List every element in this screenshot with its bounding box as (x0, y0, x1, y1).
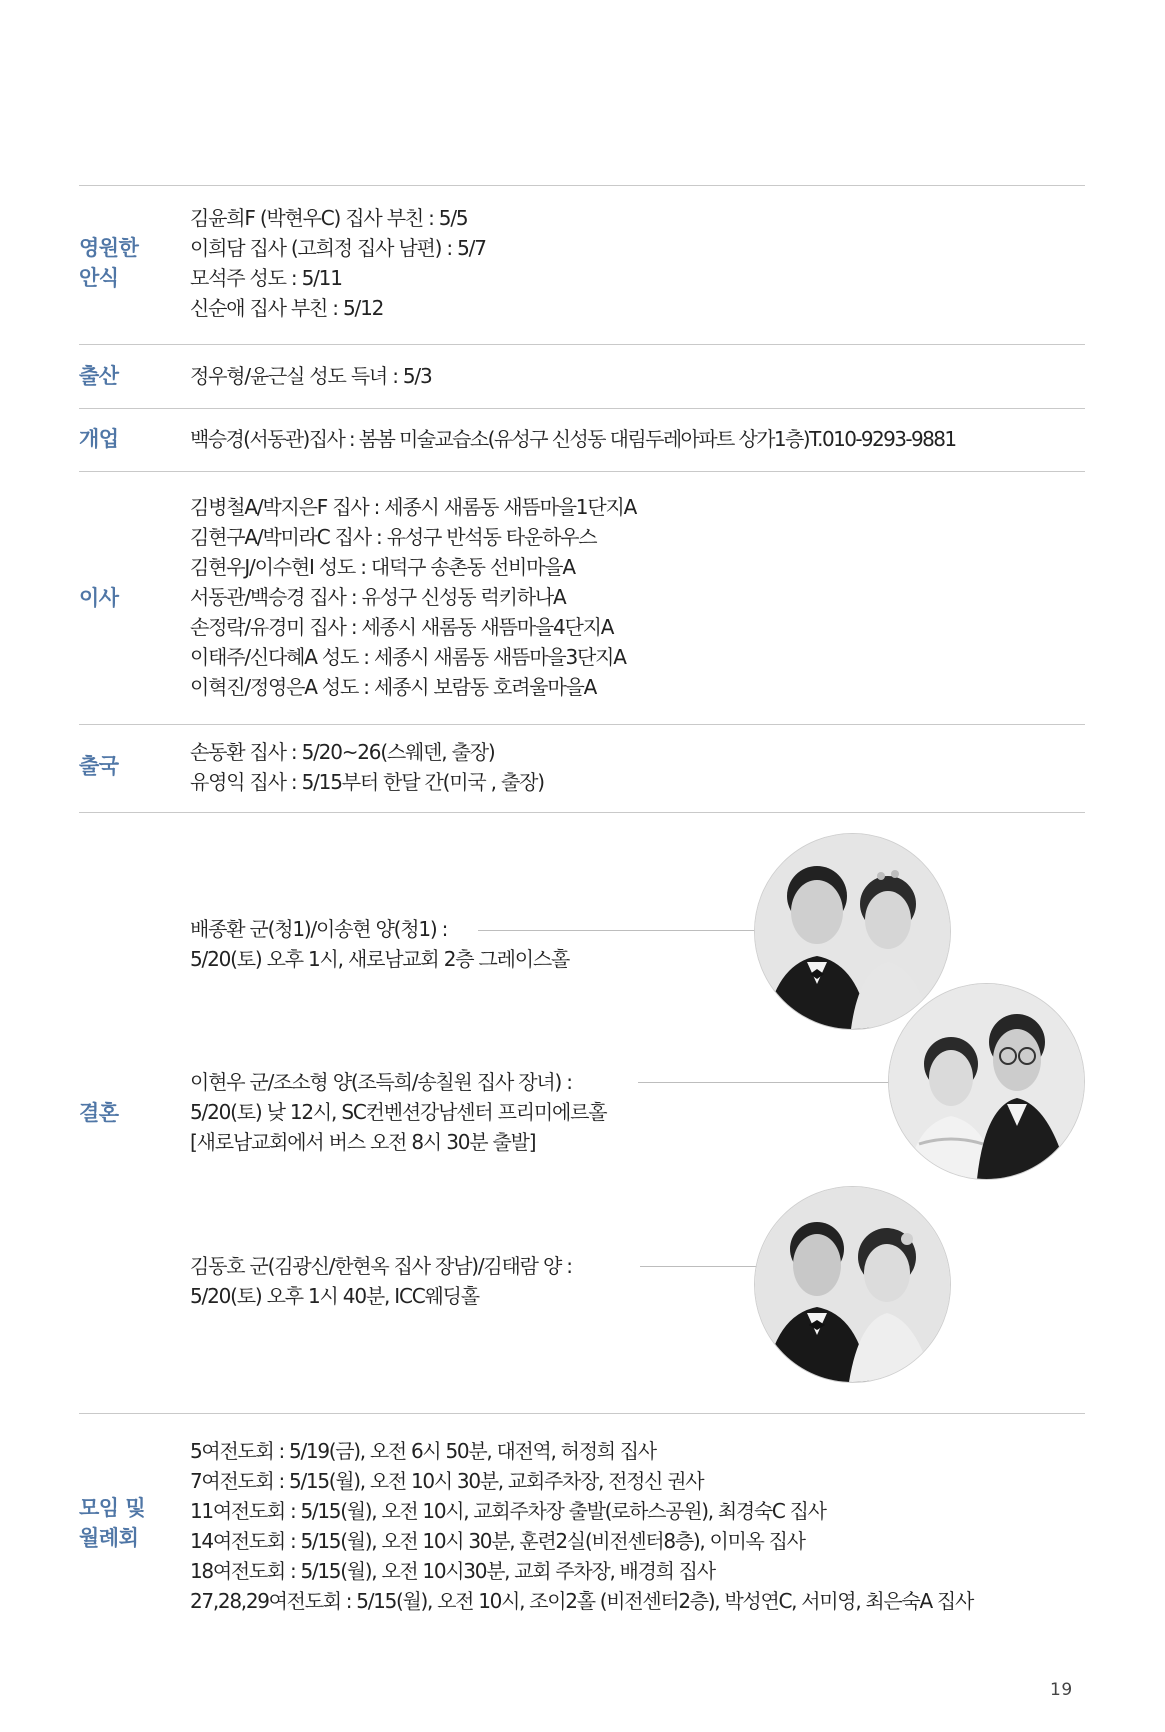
connector-line (478, 930, 760, 931)
divider (79, 1413, 1085, 1414)
list-item: 이혁진/정영은A 성도 : 세종시 보람동 호려울마을A (190, 675, 597, 699)
couple-portrait-icon (755, 834, 950, 1029)
list-item: 모석주 성도 : 5/11 (190, 266, 342, 290)
section-label-moving: 이사 (79, 586, 119, 610)
list-item: 서동관/백승경 집사 : 유성구 신성동 럭키하나A (190, 585, 566, 609)
divider (79, 724, 1085, 725)
list-item: 18여전도회 : 5/15(월), 오전 10시30분, 교회 주차장, 배경희 집사 (190, 1559, 715, 1583)
list-item: 유영익 집사 : 5/15부터 한달 간(미국 , 출장) (190, 770, 544, 794)
list-item: 김현구A/박미라C 집사 : 유성구 반석동 타운하우스 (190, 525, 597, 549)
meetings-list (190, 1436, 973, 1616)
wedding-couple-2 (190, 1067, 606, 1157)
section-label-opening: 개업 (79, 427, 119, 451)
list-item: 김병철A/박지은F 집사 : 세종시 새롬동 새뜸마을1단지A (190, 495, 637, 519)
list-item: 이희담 집사 (고희정 집사 남편) : 5/7 (190, 236, 486, 260)
couple-photo-1 (754, 833, 951, 1030)
wedding-couple-1 (190, 914, 569, 974)
condolence-list (190, 203, 486, 323)
list-item: 김윤희F (박현우C) 집사 부친 : 5/5 (190, 206, 468, 230)
divider (79, 812, 1085, 813)
section-label-departure: 출국 (79, 754, 119, 778)
list-item: 5/20(토) 오후 1시, 새로남교회 2층 그레이스홀 (190, 947, 570, 971)
birth-list (190, 361, 432, 391)
list-item: 5여전도회 : 5/19(금), 오전 6시 50분, 대전역, 허정희 집사 (190, 1439, 656, 1463)
list-item: 27,28,29여전도회 : 5/15(월), 오전 10시, 조이2홀 (비전센터2층), 박성연C, 서미영, 최은숙A 집사 (190, 1589, 973, 1613)
section-label-birth: 출산 (79, 364, 119, 388)
divider (79, 408, 1085, 409)
list-item: 이현우 군/조소형 양(조득희/송칠원 집사 장녀) : (190, 1070, 572, 1094)
list-item: 11여전도회 : 5/15(월), 오전 10시, 교회주차장 출발(로하스공원), 최경숙C 집사 (190, 1499, 826, 1523)
couple-photo-3 (754, 1186, 951, 1383)
list-item: 이태주/신다혜A 성도 : 세종시 새롬동 새뜸마을3단지A (190, 645, 626, 669)
list-item: 14여전도회 : 5/15(월), 오전 10시 30분, 훈련2실(비전센터8층), 이미옥 집사 (190, 1529, 805, 1553)
list-item: 5/20(토) 오후 1시 40분, ICC웨딩홀 (190, 1284, 479, 1308)
opening-list (190, 424, 956, 454)
departure-list (190, 737, 544, 797)
list-item: [새로남교회에서 버스 오전 8시 30분 출발] (190, 1130, 536, 1154)
list-item: 7여전도회 : 5/15(월), 오전 10시 30분, 교회주차장, 전정신 권사 (190, 1469, 704, 1493)
divider (79, 344, 1085, 345)
couple-photo-2 (888, 983, 1085, 1180)
page-number: 19 (1050, 1680, 1073, 1700)
divider (79, 185, 1085, 186)
list-item: 정우형/윤근실 성도 득녀 : 5/3 (190, 364, 432, 388)
section-label-condolence: 영원한 안식 (79, 236, 139, 290)
list-item: 배종환 군(청1)/이송현 양(청1) : (190, 917, 448, 941)
list-item: 5/20(토) 낮 12시, SC컨벤션강남센터 프리미에르홀 (190, 1100, 607, 1124)
list-item: 신순애 집사 부친 : 5/12 (190, 296, 384, 320)
section-label-wedding: 결혼 (79, 1101, 119, 1125)
couple-portrait-icon (755, 1187, 950, 1382)
list-item: 김현우J/이수현I 성도 : 대덕구 송촌동 선비마을A (190, 555, 575, 579)
list-item: 손동환 집사 : 5/20~26(스웨덴, 출장) (190, 740, 495, 764)
list-item: 손정락/유경미 집사 : 세종시 새롬동 새뜸마을4단지A (190, 615, 614, 639)
list-item: 김동호 군(김광신/한현옥 집사 장남)/김태람 양 : (190, 1254, 572, 1278)
connector-line (638, 1082, 890, 1083)
divider (79, 471, 1085, 472)
list-item: 백승경(서동관)집사 : 봄봄 미술교습소(유성구 신성동 대림두레아파트 상가1층)T.010-9293-9881 (190, 427, 956, 451)
wedding-couple-3 (190, 1251, 572, 1311)
couple-portrait-icon (889, 984, 1084, 1179)
moving-list (190, 492, 636, 702)
connector-line (640, 1266, 758, 1267)
section-label-meetings: 모임 및 월례회 (79, 1496, 146, 1550)
